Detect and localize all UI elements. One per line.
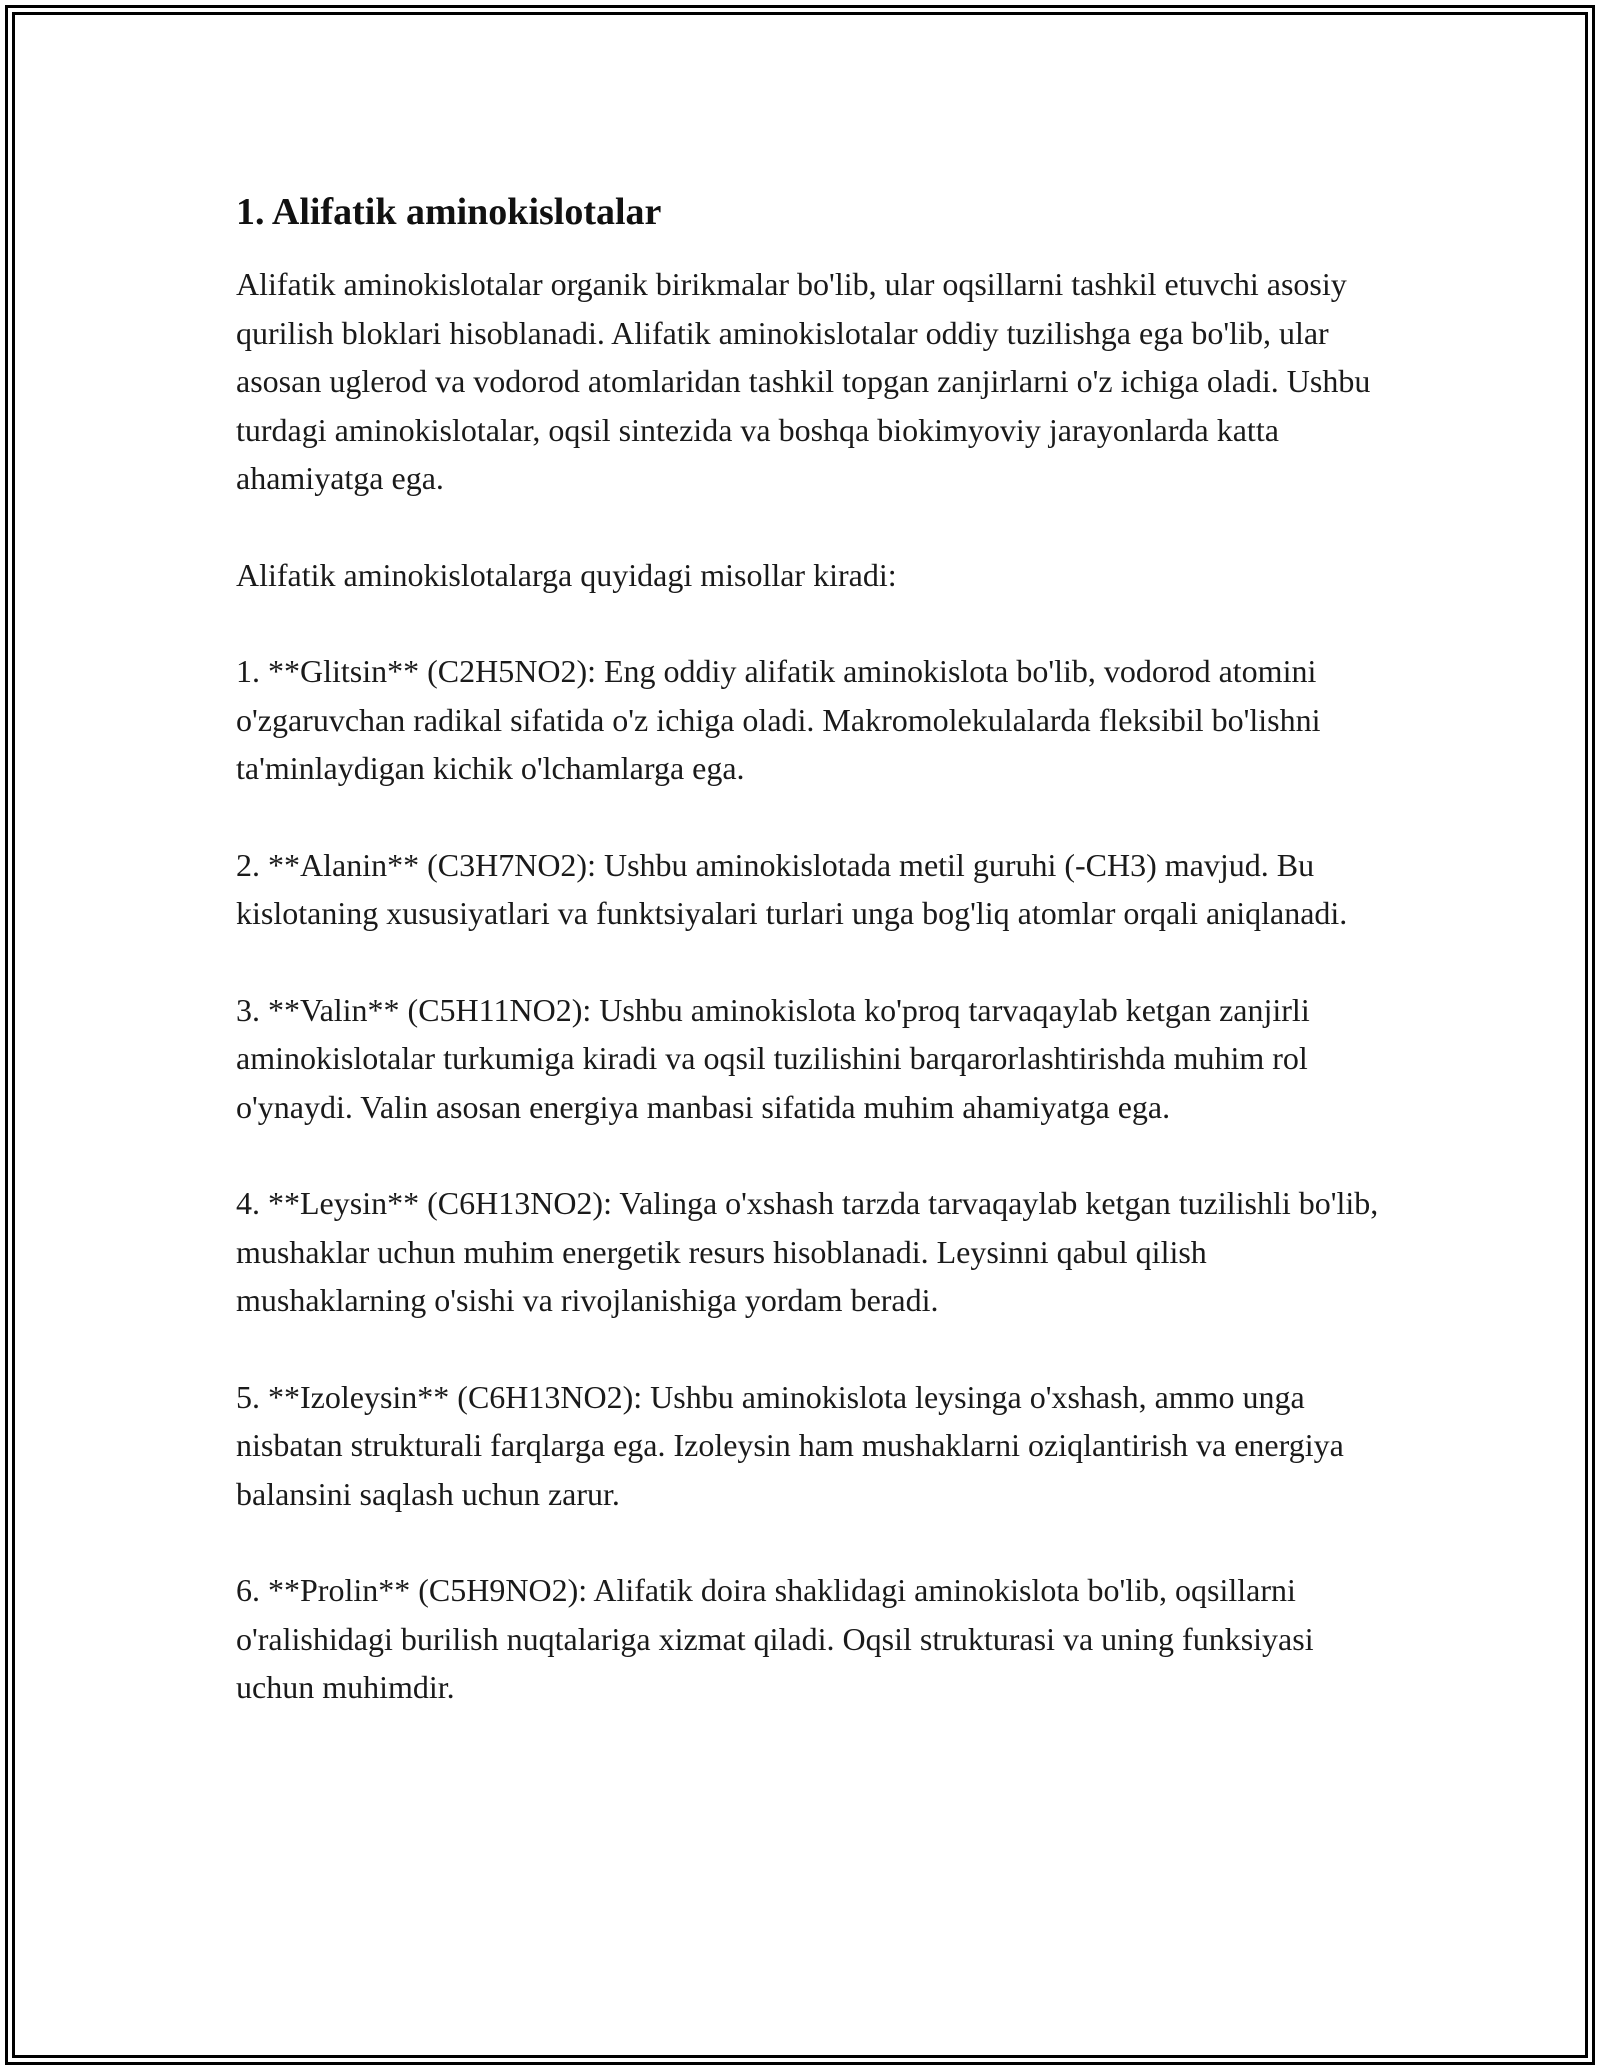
section-heading: 1. Alifatik aminokislotalar <box>236 191 662 233</box>
document-body <box>236 186 1386 1760</box>
list-item-izoleysin: 5. **Izoleysin** (C6H13NO2): Ushbu aminokislota leysinga o'xshash, ammo unga nisbatan strukturali farqlarga ega. Izoleysin ham mushaklarni oziqlantirish va energiya balansini saqlash uchun zarur. <box>236 1378 1344 1512</box>
list-item-prolin: 6. **Prolin** (C5H9NO2): Alifatik doira shaklidagi aminokislota bo'lib, oqsillarni o'ralishidagi burilish nuqtalariga xizmat qiladi. Oqsil strukturasi va uning funksiyasi uchun muhimdir. <box>236 1572 1314 1705</box>
list-item-glitsin: 1. **Glitsin** (C2H5NO2): Eng oddiy alifatik aminokislota bo'lib, vodorod atomini o'zgaruvchan radikal sifatida o'z ichiga oladi. Makromolekulalarda fleksibil bo'lishni ta'minlaydigan kichik o'lchamlarga ega. <box>236 653 1321 786</box>
list-item-leysin: 4. **Leysin** (C6H13NO2): Valinga o'xshash tarzda tarvaqaylab ketgan tuzilishli bo'lib, mushaklar uchun muhim energetik resurs hisoblanadi. Leysinni qabul qilish mushaklarning o'sishi va rivojlanishiga yordam beradi. <box>236 1185 1379 1318</box>
examples-intro: Alifatik aminokislotalarga quyidagi misollar kiradi: <box>236 556 897 593</box>
list-item-alanin: 2. **Alanin** (C3H7NO2): Ushbu aminokislotada metil guruhi (-CH3) mavjud. Bu kislotaning xususiyatlari va funktsiyalari turlari unga bog'liq atomlar orqali aniqlanadi. <box>236 846 1348 931</box>
intro-paragraph: Alifatik aminokislotalar organik birikmalar bo'lib, ular oqsillarni tashkil etuvchi asosiy qurilish bloklari hisoblanadi. Alifatik aminokislotalar oddiy tuzilishga ega bo'lib, ular asosan uglerod va vodorod atomlaridan tashkil topgan zanjirlarni o'z ichiga oladi. Ushbu turdagi aminokislotalar, oqsil sintezida va boshqa biokimyoviy jarayonlarda katta ahamiyatga ega. <box>236 266 1371 496</box>
list-item-valin: 3. **Valin** (C5H11NO2): Ushbu aminokislota ko'proq tarvaqaylab ketgan zanjirli aminokislotalar turkumiga kiradi va oqsil tuzilishini barqarorlashtirishda muhim rol o'ynaydi. Valin asosan energiya manbasi sifatida muhim ahamiyatga ega. <box>236 991 1310 1125</box>
